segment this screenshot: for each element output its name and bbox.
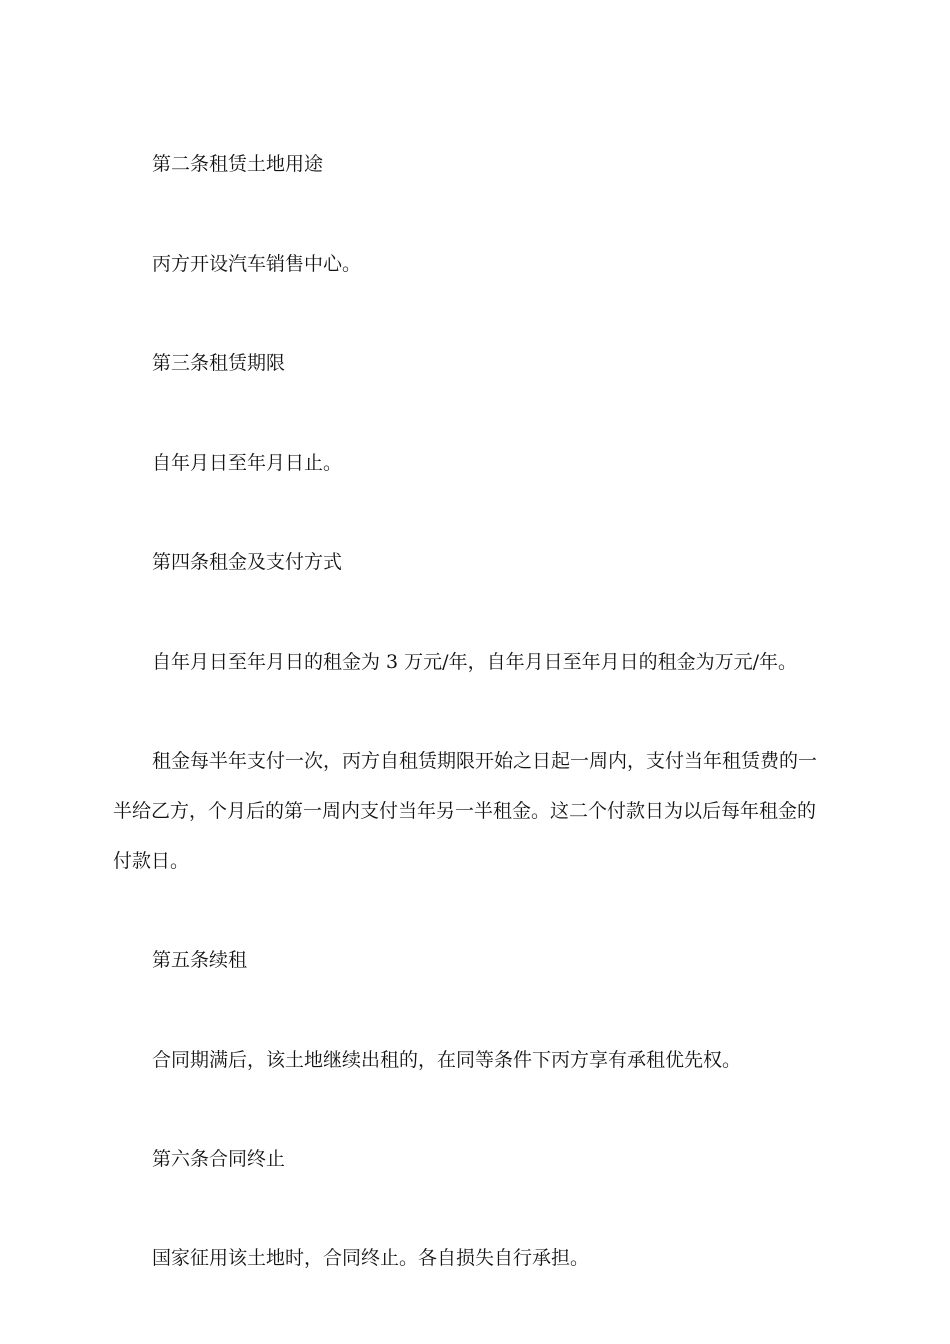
article-4-body-payment-line-1: 租金每半年支付一次，丙方自租赁期限开始之日起一周内，支付当年租赁费的一 <box>152 750 818 772</box>
article-4-body-rent: 自年月日至年月日的租金为 3 万元/年，自年月日至年月日的租金为万元/年。 <box>152 651 797 673</box>
article-4-body-payment-line-2: 半给乙方，个月后的第一周内支付当年另一半租金。这二个付款日为以后每年租金的 <box>113 800 817 822</box>
article-6-heading: 第六条合同终止 <box>152 1148 286 1170</box>
article-2-body: 丙方开设汽车销售中心。 <box>152 253 362 275</box>
article-6-body: 国家征用该土地时，合同终止。各自损失自行承担。 <box>152 1247 590 1269</box>
article-3-body: 自年月日至年月日止。 <box>152 452 343 474</box>
article-2-heading: 第二条租赁土地用途 <box>152 153 324 175</box>
article-4-body-payment-line-3: 付款日。 <box>113 850 190 872</box>
article-3-heading: 第三条租赁期限 <box>152 352 286 374</box>
article-5-heading: 第五条续租 <box>152 949 248 971</box>
article-5-body: 合同期满后，该土地继续出租的，在同等条件下丙方享有承租优先权。 <box>152 1049 742 1071</box>
article-4-heading: 第四条租金及支付方式 <box>152 551 343 573</box>
